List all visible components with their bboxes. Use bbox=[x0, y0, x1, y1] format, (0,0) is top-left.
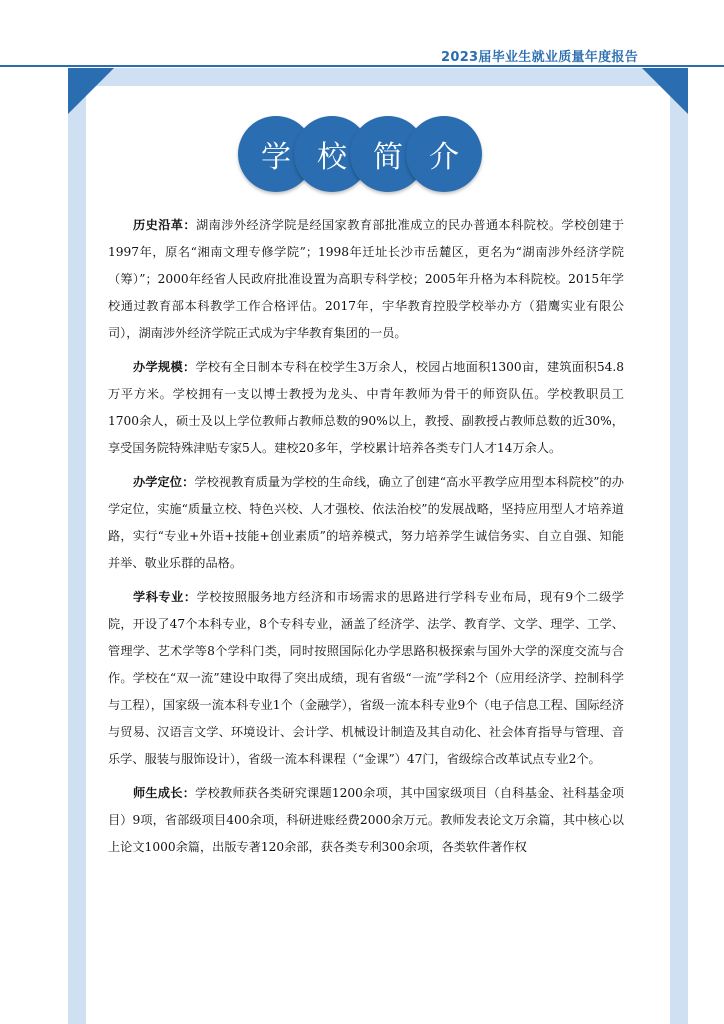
paragraph-heading: 办学规模： bbox=[133, 360, 196, 374]
paragraph-text: 学校有全日制本专科在校学生3万余人，校园占地面积1300亩，建筑面积54.8万平方米。学校拥有一支以博士教授为龙头、中青年教师为骨干的师资队伍。学校教职员工1700余人，硕士及以上学位教师占教师总数的90%以上，教授、副教授占教师总数的近30%，享受国务院特殊津贴专家5人。建校20多年，学校累计培养各类专门人才14万余人。 bbox=[108, 360, 625, 455]
paragraph-history bbox=[108, 212, 624, 347]
paragraph-heading: 历史沿革： bbox=[133, 218, 197, 232]
corner-decoration-top-left bbox=[68, 68, 114, 114]
paragraph-disciplines bbox=[108, 584, 624, 773]
section-title bbox=[238, 116, 484, 196]
paragraph-heading: 师生成长： bbox=[133, 786, 196, 800]
paragraph-heading: 办学定位： bbox=[133, 475, 195, 489]
paragraph-growth bbox=[108, 780, 624, 861]
paragraph-heading: 学科专业： bbox=[133, 590, 197, 604]
section-title-char: 介 bbox=[406, 116, 482, 192]
paragraph-text: 学校教师获各类研究课题1200余项，其中国家级项目（自科基金、社科基金项目）9项，省部级项目400余项，科研进账经费2000余万元。教师发表论文万余篇，其中核心以上论文1000余篇，出版专著120余部，获各类专利300余项，各类软件著作权 bbox=[108, 786, 624, 854]
section-title-char: 校 bbox=[294, 116, 370, 192]
section-title-char: 简 bbox=[350, 116, 426, 192]
paragraph-text: 学校按照服务地方经济和市场需求的思路进行学科专业布局，现有9个二级学院，开设了47个本科专业，8个专科专业，涵盖了经济学、法学、教育学、文学、理学、工学、管理学、艺术学等8个学科门类，同时按照国际化办学思路积极探索与国外大学的深度交流与合作。学校在“双一流”建设中取得了突出成绩，现有省级“一流”学科2个（应用经济学、控制科学与工程），国家级一流本科专业1个（金融学），省级一流本科专业9个（电子信息工程、国际经济与贸易、汉语言文学、环境设计、会计学、机械设计制造及其自动化、社会体育指导与管理、音乐学、服装与服饰设计），省级一流本科课程（“金课”）47门，省级综合改革试点专业2个。 bbox=[108, 590, 624, 766]
paragraph-positioning bbox=[108, 469, 624, 577]
paragraph-text: 学校视教育质量为学校的生命线，确立了创建“高水平教学应用型本科院校”的办学定位，实施“质量立校、特色兴校、人才强校、依法治校”的发展战略，坚持应用型人才培养道路，实行“专业+外语+技能+创业素质”的培养模式，努力培养学生诚信务实、自立自强、知能并举、敬业乐群的品格。 bbox=[108, 475, 624, 570]
corner-decoration-top-right bbox=[642, 68, 688, 114]
body-content bbox=[108, 212, 624, 868]
header-divider bbox=[0, 65, 724, 67]
section-title-char: 学 bbox=[238, 116, 314, 192]
paragraph-scale bbox=[108, 354, 624, 462]
report-header-title: 2023届毕业生就业质量年度报告 bbox=[441, 50, 638, 65]
paragraph-text: 湖南涉外经济学院是经国家教育部批准成立的民办普通本科院校。学校创建于1997年，原名“湘南文理专修学院”；1998年迁址长沙市岳麓区，更名为“湖南涉外经济学院（筹）”；2000年经省人民政府批准设置为高职专科学校；2005年升格为本科院校。2015年学校通过教育部本科教学工作合格评估。2017年，宇华教育控股学校举办方（猎鹰实业有限公司），湖南涉外经济学院正式成为宇华教育集团的一员。 bbox=[108, 218, 625, 340]
